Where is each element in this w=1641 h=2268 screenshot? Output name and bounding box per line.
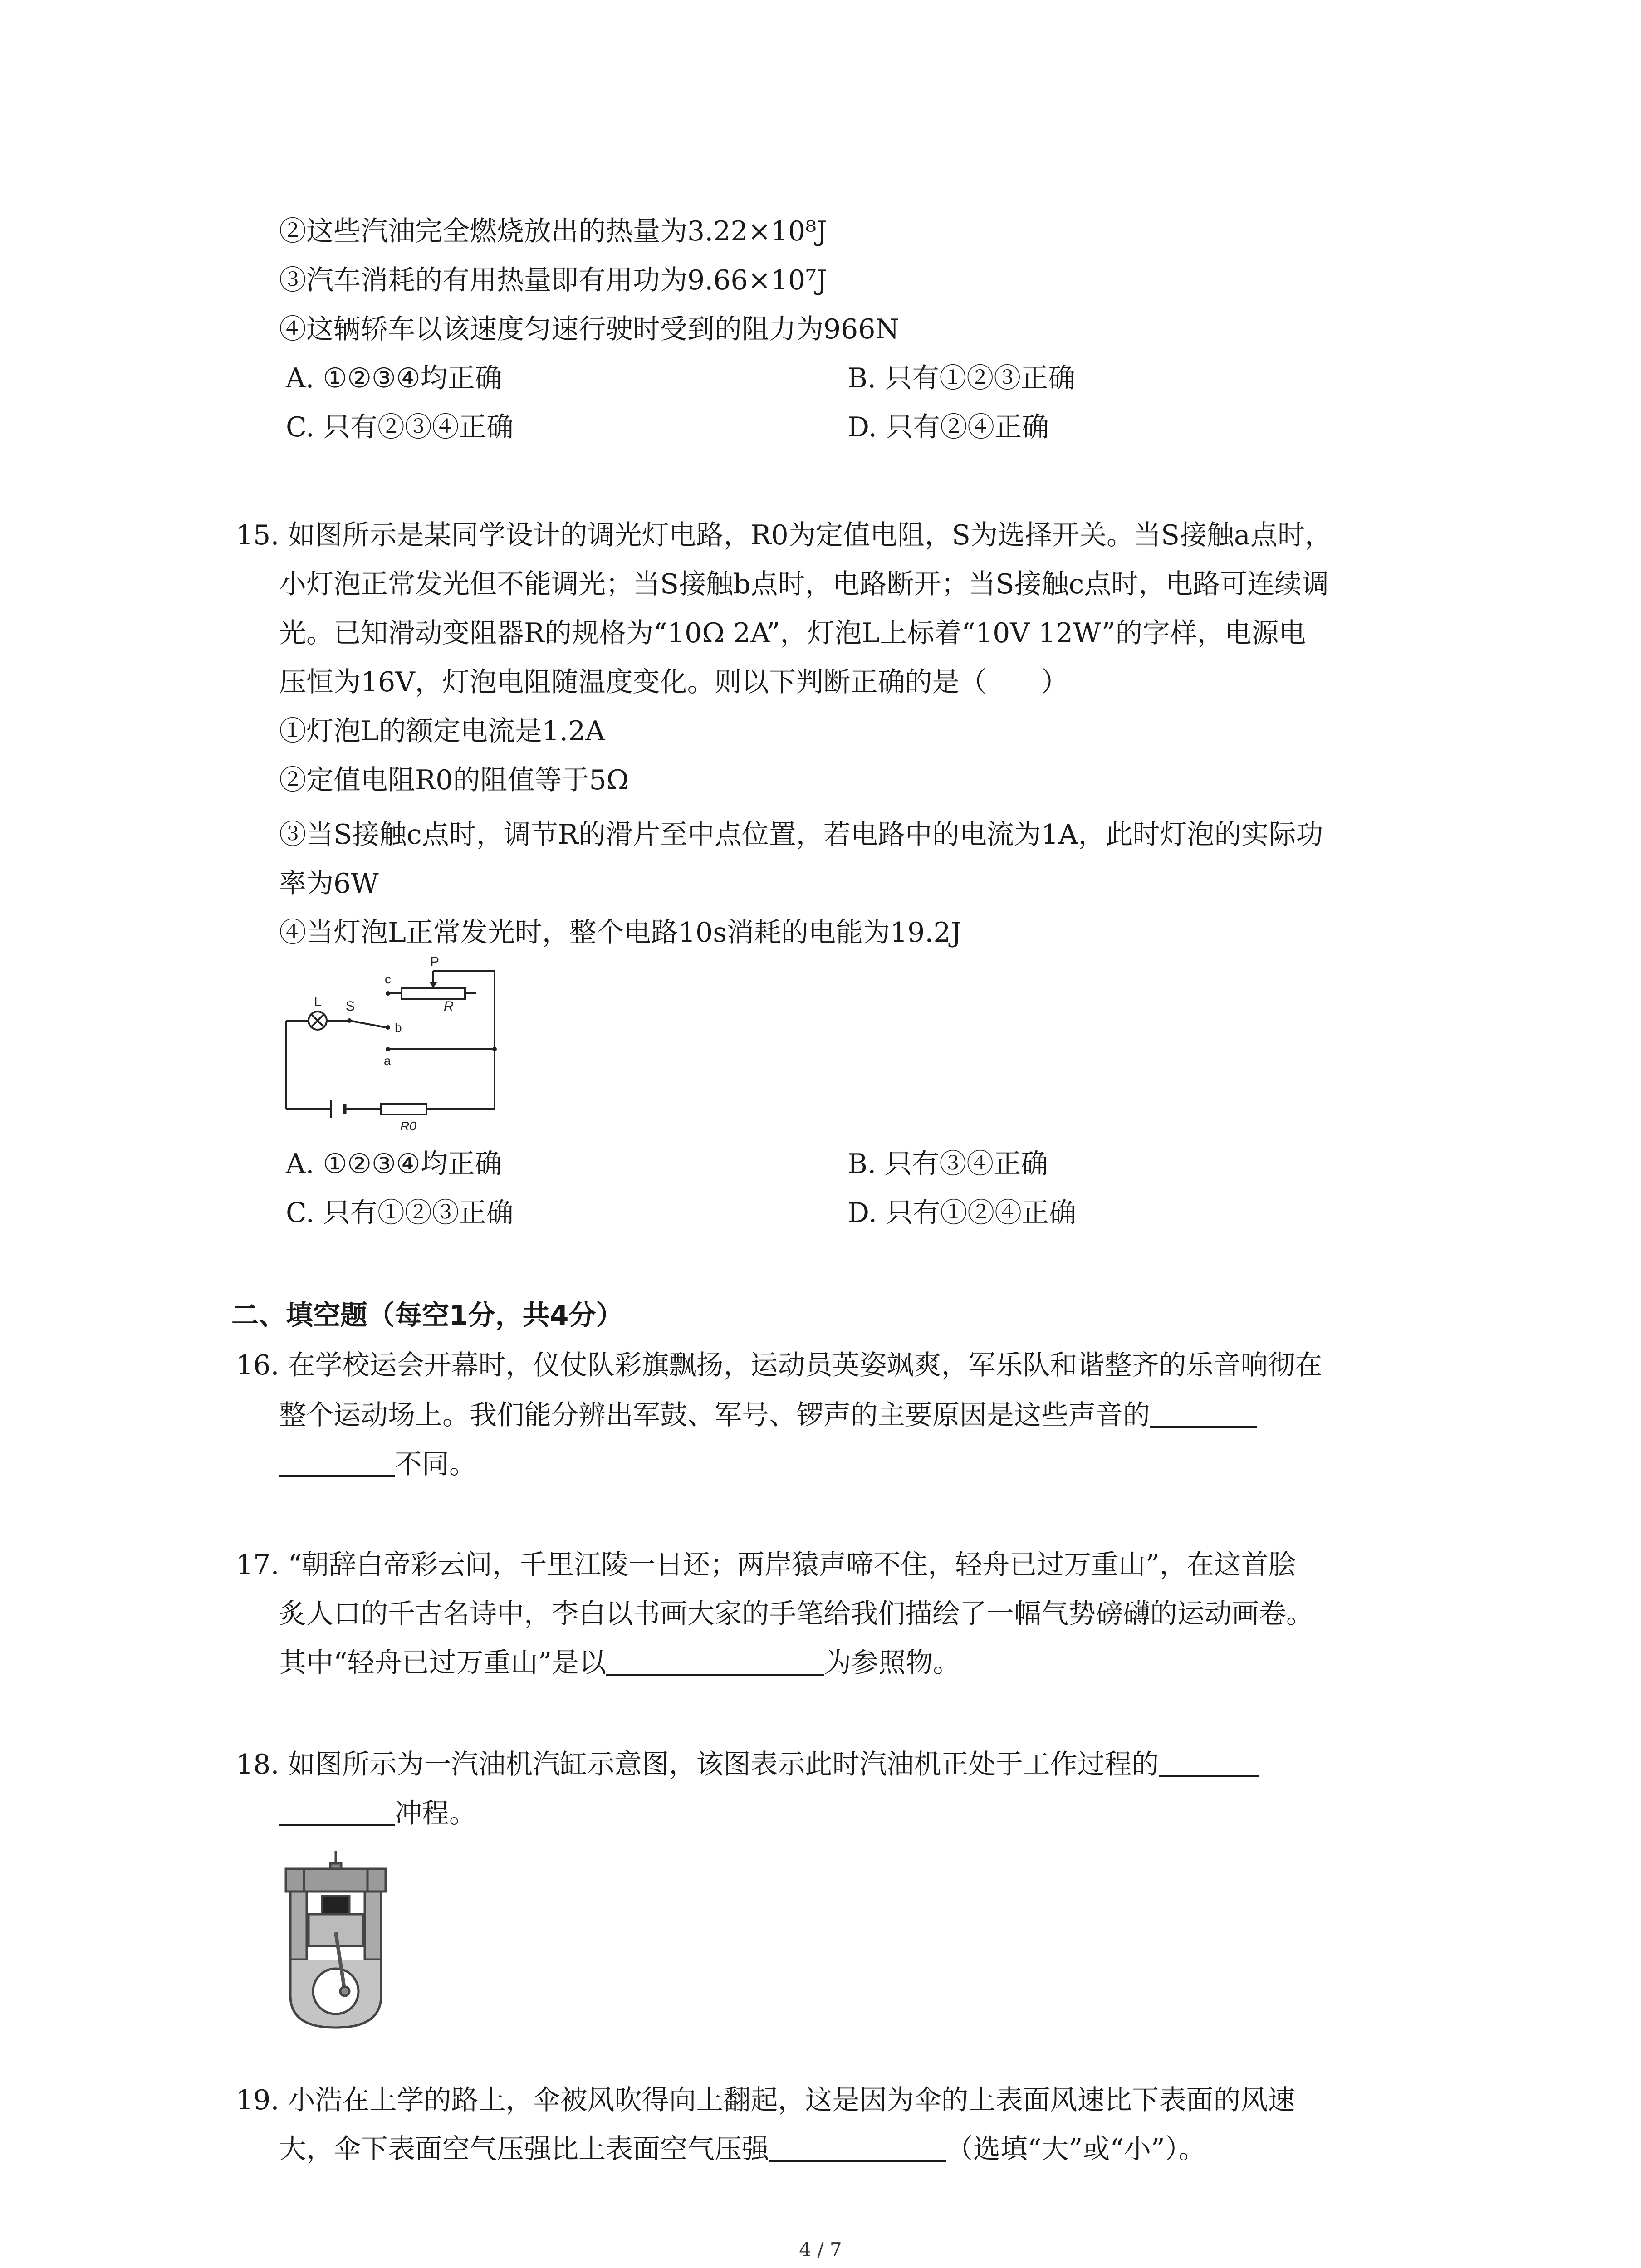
q18-answer-blank[interactable] — [1159, 1748, 1259, 1777]
q16-line-1: 16. 在学校运会开幕时，仪仗队彩旗飘扬，运动员英姿飒爽，军乐队和谐整齐的乐音响彻在 — [236, 1349, 1323, 1381]
q14-item-3: ③汽车消耗的有用热量即有用功为9.66×10⁷J — [279, 264, 828, 296]
q15-item-3-cont: 率为6W — [279, 868, 379, 899]
q15-option-d: D. 只有①②④正确 — [847, 1197, 1077, 1229]
q15-item-2: ②定值电阻R0的阻值等于5Ω — [279, 764, 629, 796]
q17-line-2: 炙人口的千古名诗中，李白以书画大家的手笔给我们描绘了一幅气势磅礴的运动画卷。 — [279, 1598, 1313, 1630]
q15-stem-line-1: 15. 如图所示是某同学设计的调光灯电路，R0为定值电阻，S为选择开关。当S接触a点时， — [236, 519, 1332, 551]
q15-item-1: ①灯泡L的额定电流是1.2A — [279, 715, 605, 747]
label-b: b — [395, 1021, 402, 1035]
q17-line-3-tail: 为参照物。 — [824, 1647, 960, 1679]
label-c: c — [385, 972, 391, 986]
q18-line-2-text: 冲程。 — [395, 1798, 476, 1829]
q19-line-2-tail: （选填“大”或“小”）。 — [946, 2133, 1206, 2165]
q15-option-b: B. 只有③④正确 — [847, 1148, 1048, 1180]
q14-option-b: B. 只有①②③正确 — [847, 362, 1076, 394]
q14-option-d: D. 只有②④正确 — [847, 411, 1049, 443]
circuit-diagram — [272, 953, 508, 1134]
q15-stem-line-4: 压恒为16V，灯泡电阻随温度变化。则以下判断正确的是（ ） — [279, 666, 1068, 698]
q18-line-2 — [279, 1795, 476, 1832]
q17-line-1: 17. “朝辞白帝彩云间，千里江陵一日还；两岸猿声啼不住，轻舟已过万重山”，在这首脍 — [236, 1549, 1296, 1581]
q17-answer-blank[interactable] — [606, 1647, 824, 1676]
resistor-r0-icon — [381, 1104, 426, 1114]
section-title: 二、填空题（每空1分，共4分） — [231, 1300, 623, 1331]
q16-line-2-text: 整个运动场上。我们能分辨出军鼓、军号、锣声的主要原因是这些声音的 — [279, 1399, 1150, 1431]
label-p: P — [430, 954, 440, 969]
q14-option-c: C. 只有②③④正确 — [286, 411, 514, 443]
label-r: R — [444, 999, 454, 1014]
q19-line-2 — [279, 2131, 1206, 2167]
q16-answer-blank[interactable] — [1150, 1399, 1257, 1428]
label-r0: R0 — [400, 1119, 416, 1133]
label-s: S — [346, 999, 355, 1014]
q15-stem-line-2: 小灯泡正常发光但不能调光；当S接触b点时，电路断开；当S接触c点时，电路可连续调 — [279, 568, 1329, 600]
page-number: 4 / 7 — [799, 2239, 842, 2261]
q16-line-3-text: 不同。 — [395, 1448, 476, 1480]
q19-answer-blank[interactable] — [769, 2133, 946, 2162]
rheostat-icon — [402, 988, 465, 999]
q16-line-3 — [279, 1446, 476, 1482]
q18-answer-blank-cont[interactable] — [279, 1797, 395, 1826]
q18-line-1 — [236, 1746, 1259, 1783]
q14-item-4: ④这辆轿车以该速度匀速行驶时受到的阻力为966N — [279, 313, 900, 345]
label-a: a — [384, 1054, 391, 1068]
q16-answer-blank-cont[interactable] — [279, 1448, 395, 1477]
q15-stem-line-3: 光。已知滑动变阻器R的规格为“10Ω 2A”，灯泡L上标着“10V 12W”的字样，电源电 — [279, 617, 1306, 649]
q15-item-4: ④当灯泡L正常发光时，整个电路10s消耗的电能为19.2J — [279, 917, 962, 948]
q15-option-a: A. ①②③④均正确 — [286, 1148, 502, 1180]
engine-cylinder-figure — [272, 1842, 399, 2032]
q17-line-3 — [279, 1645, 960, 1681]
q16-line-2 — [279, 1397, 1257, 1433]
q19-line-1: 19. 小浩在上学的路上，伞被风吹得向上翻起，这是因为伞的上表面风速比下表面的风速 — [236, 2084, 1295, 2116]
q14-item-2: ②这些汽油完全燃烧放出的热量为3.22×10⁸J — [279, 215, 828, 247]
q15-item-3: ③当S接触c点时，调节R的滑片至中点位置，若电路中的电流为1A，此时灯泡的实际功 — [279, 819, 1323, 850]
q19-line-2-text: 大，伞下表面空气压强比上表面空气压强 — [279, 2133, 769, 2165]
q15-option-c: C. 只有①②③正确 — [286, 1197, 514, 1229]
q17-line-3-text: 其中“轻舟已过万重山”是以 — [279, 1647, 607, 1679]
q14-option-a: A. ①②③④均正确 — [286, 362, 502, 394]
q18-line-1-text: 18. 如图所示为一汽油机汽缸示意图，该图表示此时汽油机正处于工作过程的 — [236, 1749, 1159, 1780]
label-l: L — [314, 994, 322, 1009]
